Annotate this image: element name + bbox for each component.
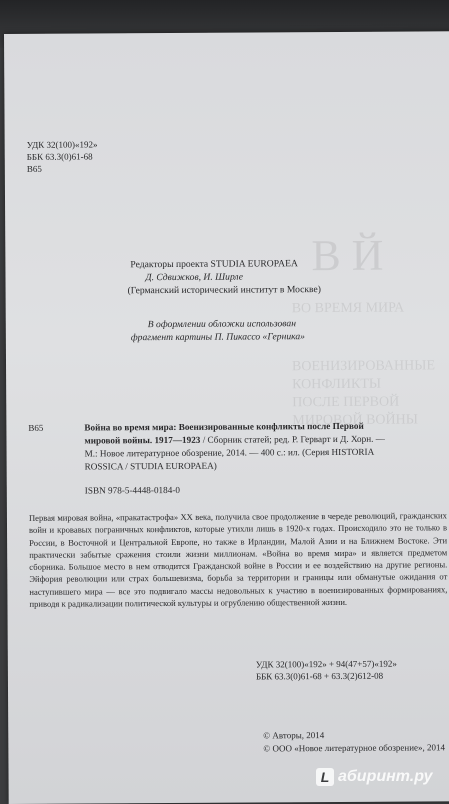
bib-title-line2 (84, 433, 384, 447)
editors-institute: (Германский исторический институт в Москве) (127, 284, 322, 297)
cover-note-line2: фрагмент картины П. Пикассо «Герника» (130, 331, 305, 344)
footer-udk: УДК 32(100)«192» + 94(47+57)«192» (255, 658, 397, 670)
bib-title-rest: / Сборник статей; ред. Р. Герварт и Д. Хорн. — (200, 433, 385, 445)
abstract-text: Первая мировая война, «пракатастрофа» XX века, получила свое продолжение в череде революций, гражданских войн и кровавых пограничных конфликтов, которые утихли лишь в 1920-х годах. Происходило это не только в России, в Восточной и Центральной Европе, но также в Ирландии, Малой Азии и на Ближнем Востоке. Эти практически забытые сражения стоили жизни миллионам. «Война во время мира» и является предметом сборника. Большое место в нем отводится Гражданской войне в России и ее воздействию на другие регионы. Эйфория революции или страх большевизма, борьба за территории и границы или обманутые ожидания от наступившего мира — все это подвигало массы недовольных к участию в военизированных формированиях, приводя к радикализации политической культуры и огрублению общественной жизни. (28, 510, 448, 609)
isbn: ISBN 978-5-4448-0184-0 (84, 484, 181, 496)
labirint-logo-icon: L (316, 768, 334, 786)
bbk-code: ББК 63.3(0)61-68 (26, 151, 93, 162)
bib-title-bold: мировой войны. 1917—1923 (84, 434, 201, 446)
bib-title-line1: Война во время мира: Военизированные конфликты после Первой (84, 420, 364, 433)
editors-names: Д. Сдвижков, И. Ширле (145, 271, 244, 284)
bib-series: ROSSICA / STUDIA EUROPAEA) (84, 460, 217, 472)
copyright-publisher: © ООО «Новое литературное обозрение», 2014 (263, 742, 446, 754)
editors-title: Редакторы проекта STUDIA EUROPAEA (130, 258, 298, 271)
watermark (316, 768, 446, 790)
watermark-text: абиринт.ру (338, 768, 433, 786)
book-page (4, 31, 449, 804)
bib-author-mark: В65 (28, 422, 44, 433)
cover-note-line1: В оформлении обложки использован (147, 318, 296, 331)
copyright-authors: © Авторы, 2014 (263, 730, 325, 741)
bib-imprint: М.: Новое литературное обозрение, 2014. — 400 с.: ил. (Серия HISTORIA (84, 446, 375, 459)
show-through-print: В Й ВО ВРЕМЯ МИРА ВОЕНИЗИРОВАННЫЕ КОНФЛИКТЫ ПОСЛЕ ПЕРВОЙ МИРОВОЙ ВОЙНЫ (291, 230, 436, 429)
udk-code: УДК 32(100)«192» (26, 139, 98, 150)
footer-bbk: ББК 63.3(0)61-68 + 63.3(2)612-08 (255, 670, 384, 682)
author-mark: В65 (26, 163, 42, 174)
